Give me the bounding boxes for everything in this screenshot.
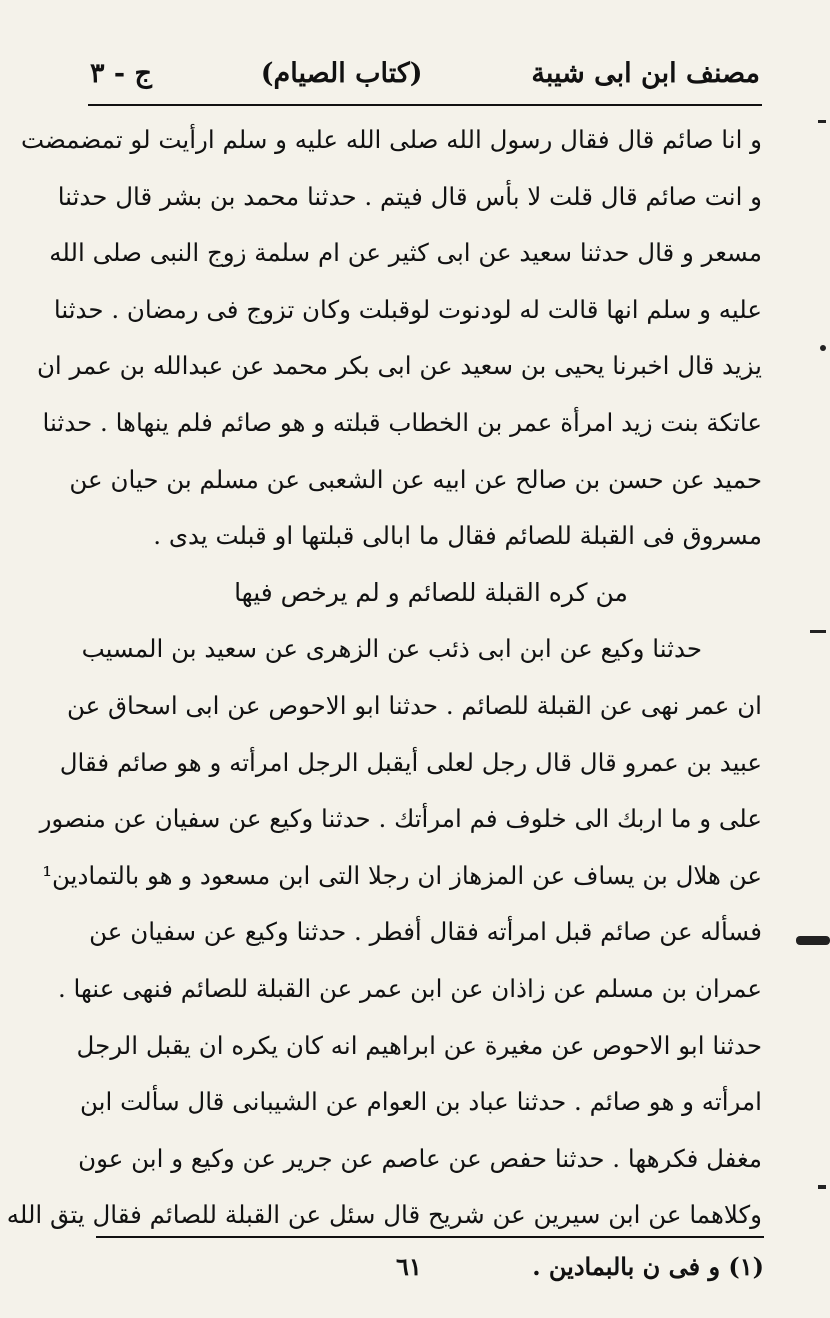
text-line: حميد عن حسن بن صالح عن ابيه عن الشعبى عن مسلم بن حيان عن	[69, 464, 762, 494]
scan-mark	[796, 936, 830, 945]
text-line: وكلاهما عن ابن سيرين عن شريح قال سئل عن القبلة للصائم فقال يتق الله	[6, 1200, 762, 1230]
text-line: و انت صائم قال قلت لا بأس قال فيتم . حدثنا محمد بن بشر قال حدثنا	[57, 181, 762, 211]
text-line: عليه و سلم انها قالت له لودنوت لوقبلت وكان تزوج فى رمضان . حدثنا	[53, 294, 762, 324]
page-footer	[96, 1246, 764, 1286]
text-line: حدثنا ابو الاحوص عن مغيرة عن ابراهيم انه كان يكره ان يقبل الرجل	[76, 1030, 762, 1060]
scan-mark	[818, 120, 826, 123]
text-line: فسأله عن صائم قبل امرأته فقال أفطر . حدثنا وكيع عن سفيان عن	[89, 917, 762, 947]
page-body	[6, 112, 762, 1244]
scan-mark	[810, 630, 826, 633]
text-line: عبيد بن عمرو قال قال رجل لعلى أيقبل الرجل امرأته و هو صائم فقال	[59, 747, 762, 777]
text-line: عن هلال بن يساف عن المزهاز ان رجلا التى ابن مسعود و هو بالتمادين¹	[42, 860, 762, 890]
scan-mark	[818, 1185, 826, 1189]
footnote-rule	[96, 1236, 764, 1238]
text-line: مسعر و قال حدثنا سعيد عن ابى كثير عن ام سلمة زوج النبى صلى الله	[49, 238, 762, 268]
footnote: (١) و فى ن بالبمادين .	[532, 1251, 764, 1281]
page-number: ٦١	[396, 1251, 422, 1281]
text-line: حدثنا وكيع عن ابن ابى ذئب عن الزهرى عن سعيد بن المسيب	[81, 634, 702, 664]
section-title: (كتاب الصيام)	[260, 57, 423, 89]
section-heading: من كره القبلة للصائم و لم يرخص فيها	[234, 577, 628, 607]
text-line: على و ما اربك الى خلوف فم امرأتك . حدثنا وكيع عن سفيان عن منصور	[39, 804, 762, 834]
page-header	[90, 48, 760, 98]
text-line: ان عمر نهى عن القبلة للصائم . حدثنا ابو الاحوص عن ابى اسحاق عن	[66, 690, 762, 720]
book-title: مصنف ابن ابى شيبة	[531, 57, 760, 89]
volume-number: ج - ٣	[90, 57, 152, 89]
text-line: مسروق فى القبلة للصائم فقال ما ابالى قبلتها او قبلت يدى .	[153, 521, 762, 551]
text-line: يزيد قال اخبرنا يحيى بن سعيد عن ابى بكر محمد عن عبدالله بن عمر ان	[36, 351, 762, 381]
text-line: عاتكة بنت زيد امرأة عمر بن الخطاب قبلته و هو صائم فلم ينهاها . حدثنا	[42, 407, 762, 437]
text-line: مغفل فكرهها . حدثنا حفص عن عاصم عن جرير عن وكيع و ابن عون	[78, 1143, 762, 1173]
text-line: امرأته و هو صائم . حدثنا عباد بن العوام عن الشيبانى قال سألت ابن	[80, 1087, 762, 1117]
header-rule	[88, 104, 762, 106]
text-line: و انا صائم قال فقال رسول الله صلى الله عليه و سلم ارأيت لو تمضمضت	[20, 125, 762, 154]
text-line: عمران بن مسلم عن زاذان عن ابن عمر عن القبلة للصائم فنهى عنها .	[57, 973, 762, 1003]
scan-mark	[820, 345, 826, 351]
